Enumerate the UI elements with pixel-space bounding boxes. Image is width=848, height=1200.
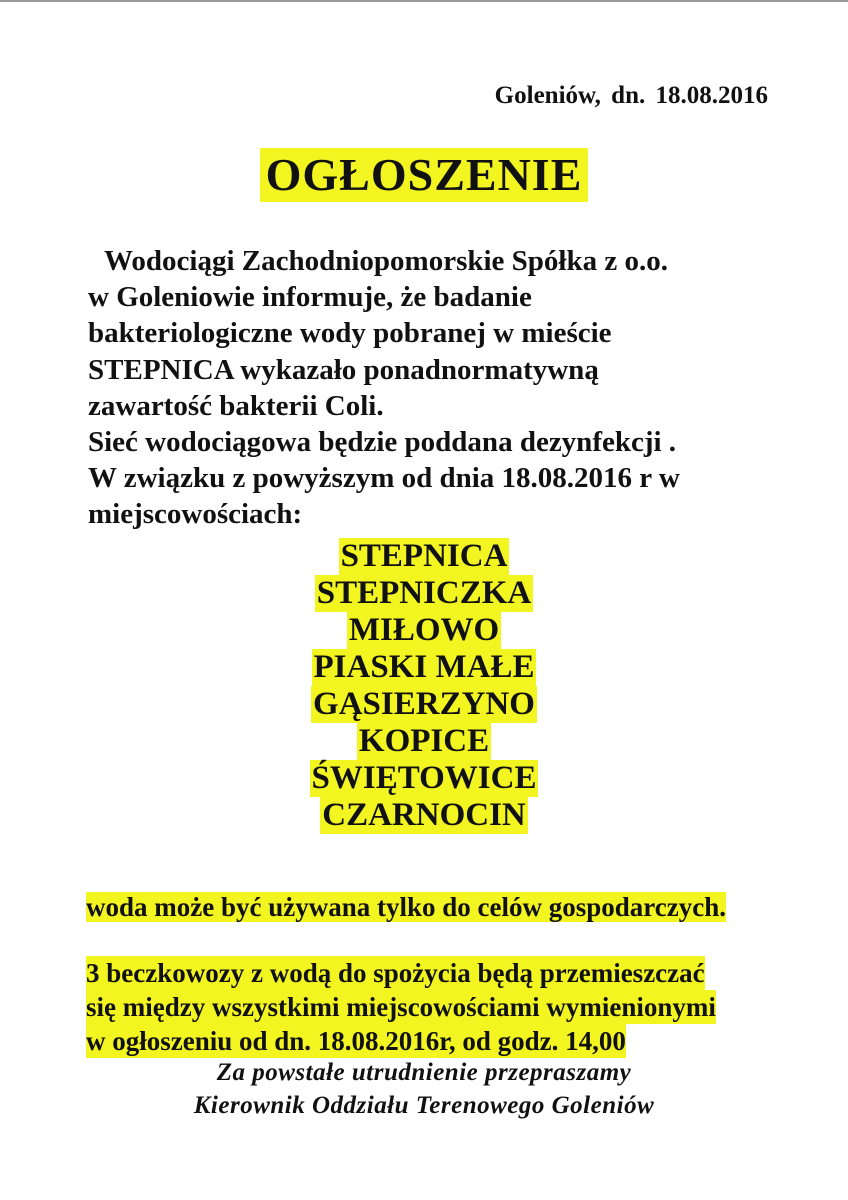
place-item: MIŁOWO <box>348 612 500 648</box>
transport-notice <box>86 956 716 1058</box>
signature-text: Kierownik Oddziału Terenowego Goleniów <box>193 1092 655 1119</box>
body-line: zawartość bakterii Coli. <box>88 389 384 422</box>
body-line: miejscowościach: <box>88 498 303 531</box>
closing <box>0 1056 848 1122</box>
announcement-title: OGŁOSZENIE <box>260 148 589 202</box>
body-line: Wodociągi Zachodniopomorskie Spółka z o.o. <box>104 245 668 277</box>
title-container <box>0 148 848 202</box>
body-line: W związku z powyższym od dnia 18.08.2016 r w <box>88 462 680 495</box>
apology-text: Za powstałe utrudnienie przepraszamy <box>216 1059 632 1086</box>
place-item: PIASKI MAŁE <box>313 649 535 685</box>
body-line: w Goleniowie informuje, że badanie <box>88 281 532 314</box>
place-item: STEPNICZKA <box>316 575 532 611</box>
page-top-edge <box>0 0 848 2</box>
place-item: ŚWIĘTOWICE <box>311 760 537 796</box>
body-line: bakteriologiczne wody pobranej w mieście <box>88 317 612 350</box>
place-list <box>0 538 848 834</box>
transport-line: w ogłoszeniu od dn. 18.08.2016r, od godz. 14,00 <box>86 1026 626 1056</box>
transport-line: 3 beczkowozy z wodą do spożycia będą przemieszczać <box>86 958 705 988</box>
place-item: GĄSIERZYNO <box>313 686 535 722</box>
usage-notice <box>86 892 726 923</box>
place-item: CZARNOCIN <box>322 797 526 833</box>
place-item: STEPNICA <box>340 538 508 574</box>
transport-line: się między wszystkimi miejscowościami wymienionymi <box>86 992 716 1022</box>
announcement-body <box>88 243 788 533</box>
body-line: Sieć wodociągowa będzie poddana dezynfekcji . <box>88 426 677 459</box>
date-line: Goleniów, dn. 18.08.2016 <box>494 82 768 109</box>
body-line: STEPNICA wykazało ponadnormatywną <box>88 353 599 386</box>
place-item: KOPICE <box>358 723 490 759</box>
usage-notice-text: woda może być używana tylko do celów gospodarczych. <box>86 892 726 922</box>
